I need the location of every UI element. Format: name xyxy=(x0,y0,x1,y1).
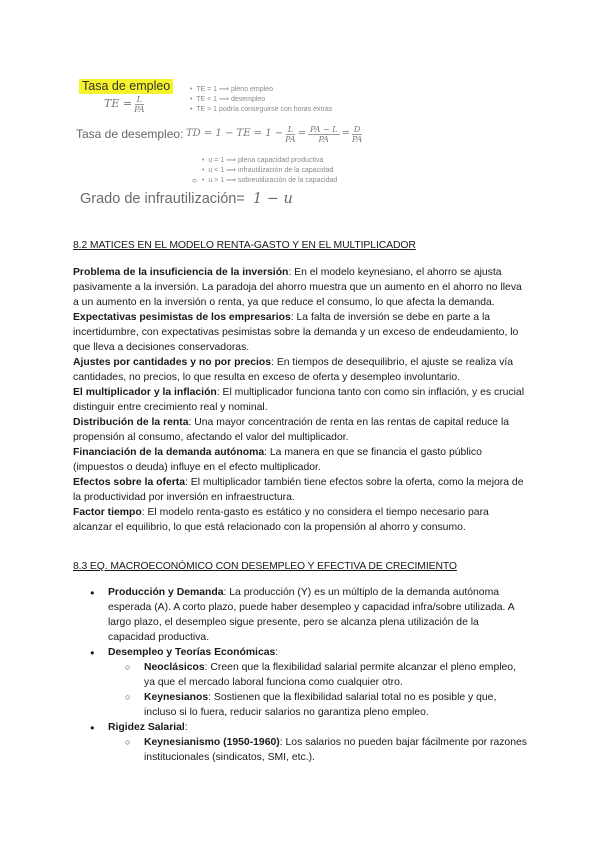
term: Desempleo y Teorías Económicas xyxy=(108,647,276,658)
te-lhs: TE = xyxy=(104,97,133,110)
te-formula xyxy=(104,94,147,114)
te-bullet: • TE = 1 ⟹ pleno empleo xyxy=(190,86,273,93)
term: Factor tiempo xyxy=(73,507,142,518)
td-fraction-3 xyxy=(352,125,362,144)
list-item xyxy=(73,645,529,720)
formula-image xyxy=(74,76,374,206)
section-8-2-heading: 8.2 MATICES EN EL MODELO RENTA-GASTO Y EN EL MULTIPLICADOR xyxy=(73,240,416,251)
text: : El multiplicador también tiene efectos sobre la oferta, como la mejora de la productividad por inversión en infraestructura. xyxy=(73,477,524,503)
term: Distribución de la renta xyxy=(73,417,189,428)
grado-infrautilizacion xyxy=(80,189,293,209)
term: Problema de la insuficiencia de la inversión xyxy=(73,267,289,278)
text: : El modelo renta-gasto es estático y no considera el tiempo necesario para alcanzar el equilibrio, lo que está relacionado con la propensión al ahorro y consumo. xyxy=(73,507,489,533)
te-fraction xyxy=(134,95,144,114)
sub-list-item xyxy=(108,735,529,765)
paragraph xyxy=(73,415,529,445)
term: Expectativas pesimistas de los empresarios xyxy=(73,312,291,323)
text: : Creen que la flexibilidad salarial permite alcanzar el pleno empleo, ya que el mercado laboral funciona como cualquier otro. xyxy=(144,662,516,688)
te-bullet: • TE > 1 podría conseguirse con horas extras xyxy=(190,106,333,113)
paragraph xyxy=(73,475,529,505)
td-eq1: = xyxy=(297,128,306,139)
term: Efectos sobre la oferta xyxy=(73,477,186,488)
term: Rigidez Salarial xyxy=(108,722,185,733)
te-num: L xyxy=(136,94,142,104)
term: Ajustes por cantidades y no por precios xyxy=(73,357,272,368)
td-f3-den: PA xyxy=(351,134,363,144)
te-bullets xyxy=(190,85,332,115)
list-item xyxy=(73,585,529,645)
term: Keynesianismo (1950-1960) xyxy=(144,737,280,748)
text: : La producción (Y) es un múltiplo de la demanda autónoma esperada (A). A corto plazo, puede haber desempleo y capacidad infra/sobre utilizada. A largo plazo, el desempleo sigue presente, pero se alcanza plena utilización de la capacidad productiva. xyxy=(108,587,515,643)
td-fraction-1 xyxy=(285,125,295,144)
sub-list-item xyxy=(108,690,529,720)
sub-list xyxy=(108,735,529,765)
paragraph xyxy=(73,265,529,310)
text: : Sostienen que la flexibilidad salarial total no es posible y que, incluso si lo fuera, reducir salarios no garantiza pleno empleo. xyxy=(144,692,497,718)
grado-label: Grado de infrautilización= xyxy=(80,191,245,207)
text: : En el modelo keynesiano, el ahorro se ajusta pasivamente a la inversión. La paradoja del ahorro muestra que un aumento en el ahorro no lleva a un aumento en la inversión o renta, ya que reduce el consumo, lo que afecta la demanda. xyxy=(73,267,522,308)
paragraph xyxy=(73,505,529,535)
td-f2-num: PA − L xyxy=(309,124,338,134)
term: Keynesianos xyxy=(144,692,209,703)
term: El multiplicador y la inflación xyxy=(73,387,217,398)
u-bullets xyxy=(202,156,337,186)
text: : En tiempos de desequilibrio, el ajuste se realiza vía cantidades, no precios, lo que resulta en exceso de oferta y desempleo involuntario. xyxy=(73,357,514,383)
te-bullet: • TE < 1 ⟹ desempleo xyxy=(190,96,266,103)
td-part1: TD = 1 − TE = 1 − xyxy=(186,128,284,139)
section-8-2-body xyxy=(73,265,529,535)
u-bullet: • u = 1 ⟹ plena capacidad productiva xyxy=(202,157,324,164)
hollow-bullet-icon: ○ xyxy=(192,176,197,185)
bullet-list xyxy=(73,585,529,765)
text: : Una mayor concentración de renta en las rentas de capital reduce la propensión al consumo, afectando el valor del multiplicador. xyxy=(73,417,510,443)
sub-list-item xyxy=(108,660,529,690)
text: : La falta de inversión se debe en parte a la incertidumbre, con expectativas pesimistas sobre la demanda y un exceso de endeudamiento, lo que lleva a decisiones conservadoras. xyxy=(73,312,519,353)
text: : La manera en que se financia el gasto público (impuestos o deuda) influye en el efecto multiplicador. xyxy=(73,447,482,473)
te-den: PA xyxy=(134,104,145,114)
u-bullet: • u < 1 ⟹ infrautilización de la capacidad xyxy=(202,167,334,174)
paragraph xyxy=(73,355,529,385)
colon: : xyxy=(275,647,279,658)
paragraph xyxy=(73,385,529,415)
colon: : xyxy=(184,722,188,733)
td-formula xyxy=(186,123,364,145)
tasa-empleo-label: Tasa de empleo xyxy=(79,79,173,94)
term: Neoclásicos xyxy=(144,662,205,673)
td-f2-den: PA xyxy=(318,134,329,144)
td-f1-num: L xyxy=(287,124,294,134)
term: Producción y Demanda xyxy=(108,587,224,598)
grado-expr: 1 − u xyxy=(252,191,293,207)
paragraph xyxy=(73,445,529,475)
paragraph xyxy=(73,310,529,355)
td-fraction-2 xyxy=(308,125,340,144)
list-item xyxy=(73,720,529,765)
tasa-desempleo-label: Tasa de desempleo: xyxy=(76,127,184,141)
td-f3-num: D xyxy=(353,124,361,134)
td-eq2: = xyxy=(341,128,350,139)
section-8-3-body xyxy=(73,585,529,765)
text: : El multiplicador funciona tanto con como sin inflación, y es crucial distinguir entre crecimiento real y nominal. xyxy=(73,387,525,413)
u-bullet: • u > 1 ⟹ sobreutilización de la capacidad xyxy=(202,177,338,184)
sub-list xyxy=(108,660,529,720)
text: : Los salarios no pueden bajar fácilmente por razones institucionales (sindicatos, SMI, etc.). xyxy=(144,737,527,763)
term: Financiación de la demanda autónoma xyxy=(73,447,265,458)
section-8-3-heading: 8.3 EQ. MACROECONÓMICO CON DESEMPLEO Y EFECTIVA DE CRECIMIENTO xyxy=(73,561,457,572)
td-f1-den: PA xyxy=(285,134,296,144)
